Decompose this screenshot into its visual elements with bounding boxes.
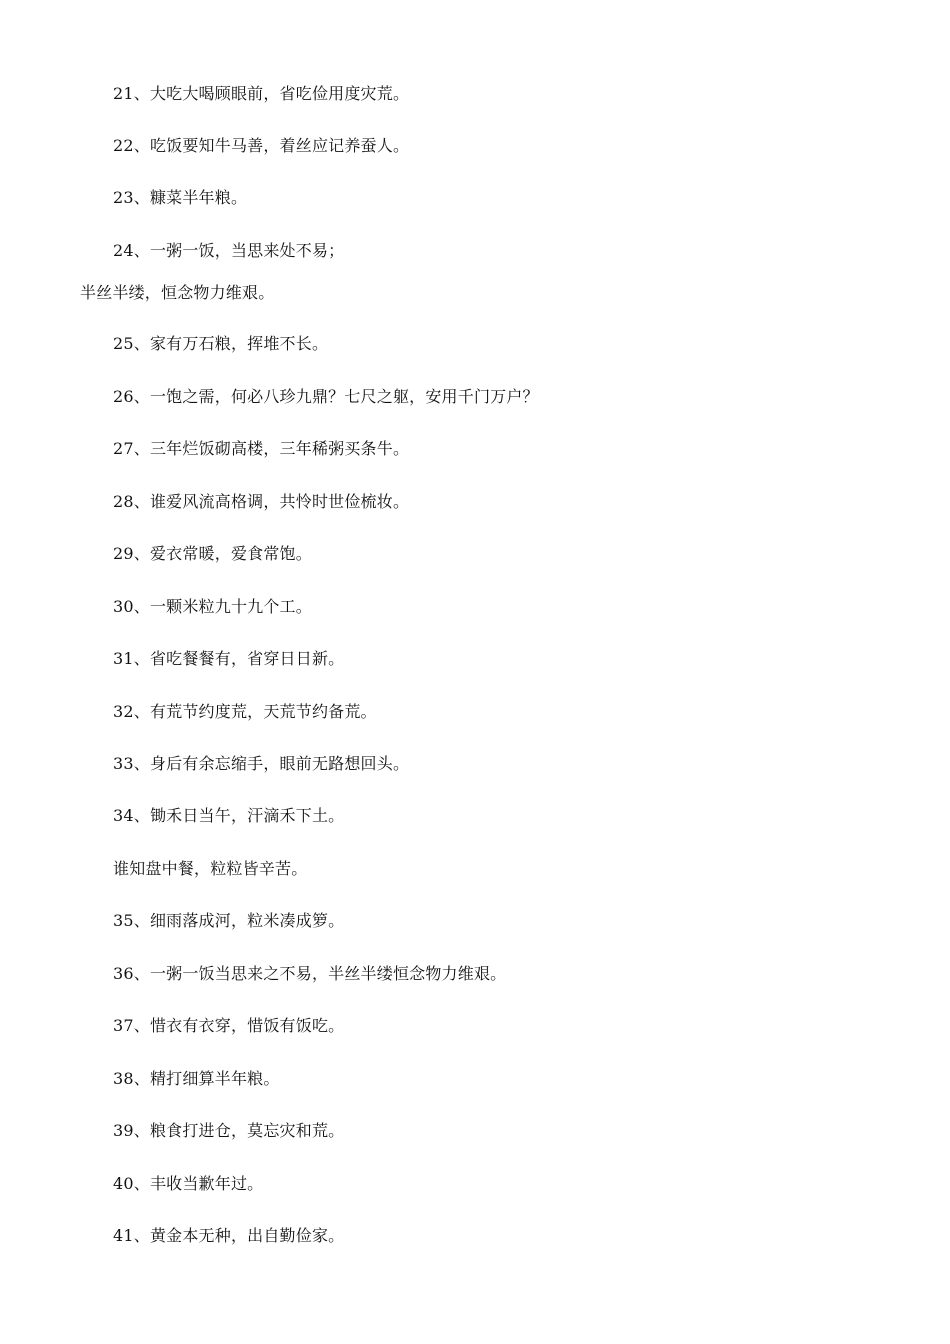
proverb-29: 29、爱衣常暖，爱食常饱。 (113, 544, 312, 563)
proverb-24-continuation: 半丝半缕，恒念物力维艰。 (80, 283, 275, 302)
proverb-34-continuation: 谁知盘中餐，粒粒皆辛苦。 (113, 859, 308, 878)
proverb-27: 27、三年烂饭砌高楼，三年稀粥买条牛。 (113, 439, 410, 458)
proverb-40: 40、丰收当歉年过。 (113, 1174, 264, 1193)
proverb-38: 38、精打细算半年粮。 (113, 1069, 280, 1088)
proverb-28: 28、谁爱风流高格调，共怜时世俭梳妆。 (113, 492, 410, 511)
proverb-32: 32、有荒节约度荒，天荒节约备荒。 (113, 702, 377, 721)
proverb-24: 24、一粥一饭，当思来处不易； (113, 241, 345, 260)
proverb-25: 25、家有万石粮，挥堆不长。 (113, 334, 329, 353)
proverb-39: 39、粮食打进仓，莫忘灾和荒。 (113, 1121, 345, 1140)
proverb-35: 35、细雨落成河，粒米凑成箩。 (113, 911, 345, 930)
proverb-23: 23、糠菜半年粮。 (113, 188, 248, 207)
proverb-34: 34、锄禾日当午，汗滴禾下土。 (113, 806, 345, 825)
proverb-36: 36、一粥一饭当思来之不易，半丝半缕恒念物力维艰。 (113, 964, 507, 983)
proverb-21: 21、大吃大喝顾眼前，省吃俭用度灾荒。 (113, 84, 410, 103)
proverb-33: 33、身后有余忘缩手，眼前无路想回头。 (113, 754, 410, 773)
proverb-37: 37、惜衣有衣穿，惜饭有饭吃。 (113, 1016, 345, 1035)
proverb-41: 41、黄金本无种，出自勤俭家。 (113, 1226, 345, 1245)
proverb-31: 31、省吃餐餐有，省穿日日新。 (113, 649, 345, 668)
proverb-22: 22、吃饭要知牛马善，着丝应记养蚕人。 (113, 136, 410, 155)
proverb-26: 26、一饱之需，何必八珍九鼎？七尺之躯，安用千门万户？ (113, 387, 539, 406)
proverb-30: 30、一颗米粒九十九个工。 (113, 597, 312, 616)
